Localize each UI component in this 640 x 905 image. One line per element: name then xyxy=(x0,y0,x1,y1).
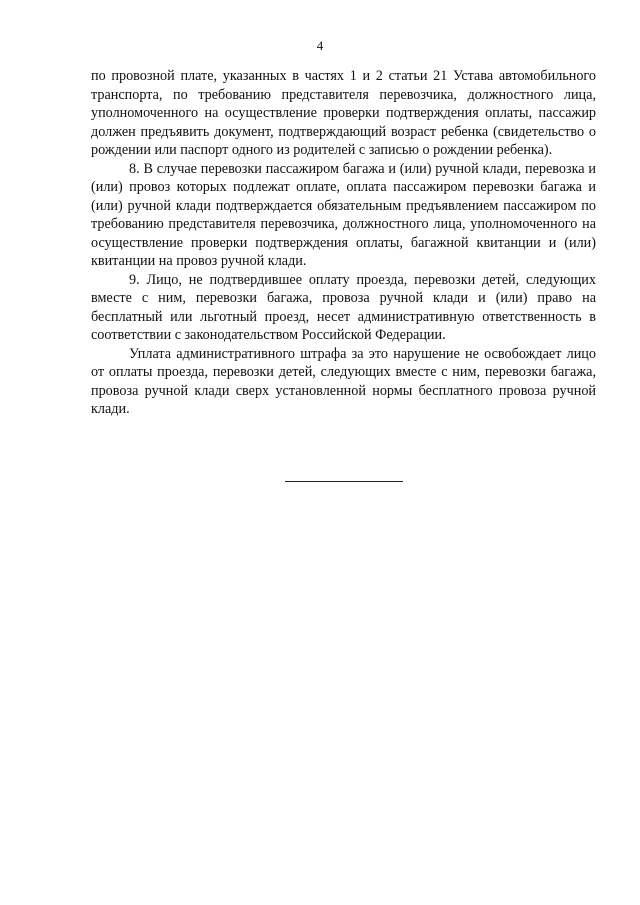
paragraph-item-9: 9. Лицо, не подтвердившее оплату проезда, перевозки детей, следующих вместе с ним, перевозки багажа, провоза ручной клади и (или) право на бесплатный или льготный проезд, несет административную ответственность в соответствии с законодательством Российской Федерации. xyxy=(91,271,596,343)
document-body xyxy=(91,67,596,419)
page-number: 4 xyxy=(316,38,324,53)
end-divider-line xyxy=(285,481,403,482)
paragraph-item-8: 8. В случае перевозки пассажиром багажа и (или) ручной клади, перевозка и (или) провоз которых подлежат оплате, оплата пассажиром перевозки багажа и (или) ручной клади подтверждается обязательным предъявлением пассажиром по требованию представителя перевозчика, должностного лица, уполномоченного на осуществление проверки подтверждения оплаты, багажной квитанции и (или) квитанции на провоз ручной клади. xyxy=(91,160,596,269)
paragraph-continuation: по провозной плате, указанных в частях 1 и 2 статьи 21 Устава автомобильного транспорта, по требованию представителя перевозчика, должностного лица, уполномоченного на осуществление проверки подтверждения оплаты, пассажир должен предъявить документ, подтверждающий возраст ребенка (свидетельство о рождении или паспорт одного из родителей с записью о рождении ребенка). xyxy=(91,68,596,158)
paragraph-fine-note: Уплата административного штрафа за это нарушение не освобождает лицо от оплаты проезда, перевозки детей, следующих вместе с ним, перевозки багажа, провоза ручной клади сверх установленной нормы бесплатного провоза ручной клади. xyxy=(91,345,596,417)
